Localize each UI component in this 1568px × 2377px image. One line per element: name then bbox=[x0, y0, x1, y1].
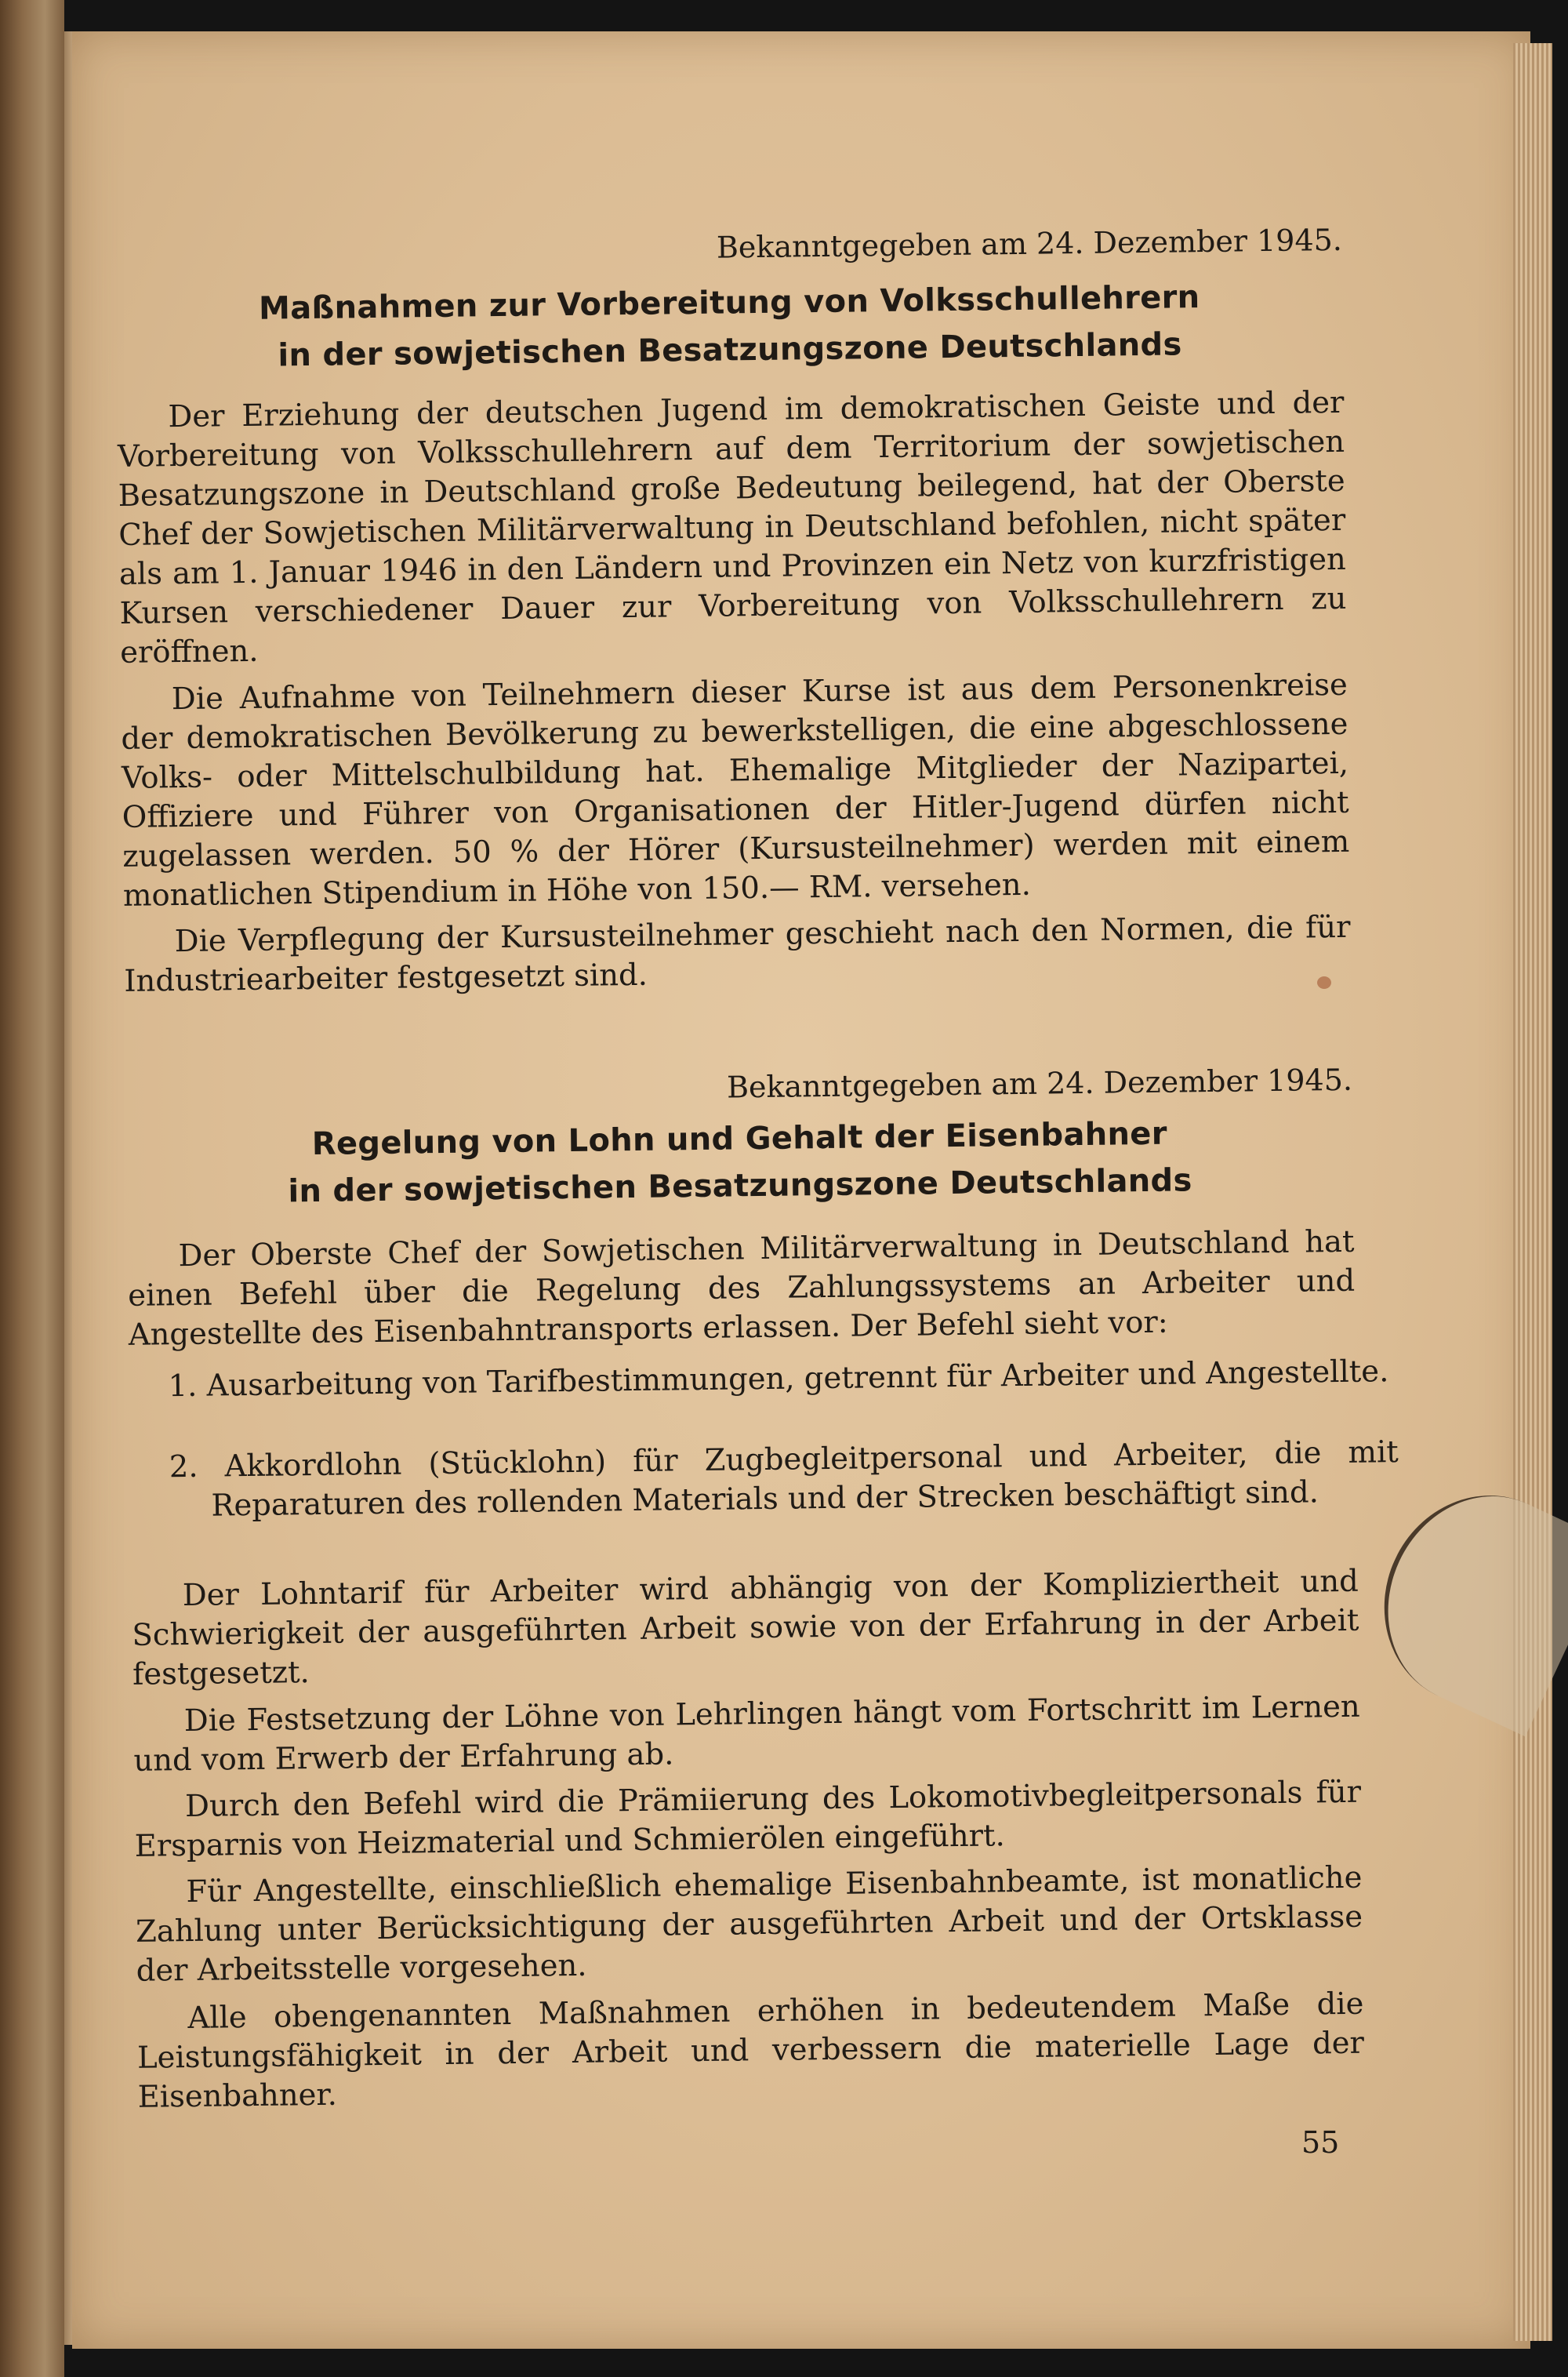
section-1-title-line-1: Maßnahmen zur Vorbereitung von Volksschullehrern bbox=[258, 279, 1200, 327]
section-2-paragraph-3: Durch den Befehl wird die Prämiierung des Lokomotivbegleitpersonals für Ersparnis von Heizmaterial und Schmierölen eingeführt. bbox=[134, 1774, 1362, 1864]
section-1-title bbox=[115, 272, 1343, 381]
section-1-title-line-2: in der sowjetischen Besatzungszone Deutschlands bbox=[278, 326, 1182, 374]
page-number: 55 bbox=[1301, 2125, 1340, 2160]
book-spine bbox=[0, 0, 64, 2377]
section-1-paragraph-3: Die Verpflegung der Kursusteilnehmer geschieht nach den Normen, die für Industriearbeiter festgesetzt sind. bbox=[124, 909, 1351, 999]
section-1-paragraph-2: Die Aufnahme von Teilnehmern dieser Kurse ist aus dem Personenkreise der demokratischen Bevölkerung zu bewerkstelligen, die eine abgeschlossene Volks- oder Mittelschulbildung hat. Ehemalige Mitglieder der Nazipartei, Offiziere und Führer von Organisationen der Hitler-Jugend dürfen nicht zugelassen werden. 50 % der Hörer (Kursusteilnehmer) werden mit einem monatlichen Stipendium in Höhe von 150.— RM. versehen. bbox=[121, 667, 1350, 914]
section-2-paragraph-4: Für Angestellte, einschließlich ehemalige Eisenbahnbeamte, ist monatliche Zahlung unter Berücksichtigung der ausgeführten Arbeit und der Ortsklasse der Arbeitsstelle vorgesehen. bbox=[135, 1859, 1363, 1989]
section-1-paragraph-1: Der Erziehung der deutschen Jugend im demokratischen Geiste und der Vorbereitung von Volksschullehrern auf dem Territorium der sowjetischen Besatzungszone in Deutschland große Bedeutung beilegend, hat der Oberste Chef der Sowjetischen Militärverwaltung in Deutschland befohlen, nicht später als am 1. Januar 1946 in den Ländern und Provinzen ein Netz von kurzfristigen Kursen verschiedener Dauer zur Vorbereitung von Volksschullehrern zu eröffnen. bbox=[117, 384, 1347, 671]
section-2-title-line-2: in der sowjetischen Besatzungszone Deutschlands bbox=[288, 1162, 1192, 1210]
page-edges bbox=[1513, 43, 1552, 2341]
section-2-title-line-1: Regelung von Lohn und Gehalt der Eisenbahner bbox=[311, 1115, 1167, 1162]
section-2-paragraph-2: Die Festsetzung der Löhne von Lehrlingen hängt vom Fortschritt im Lernen und vom Erwerb der Erfahrung ab. bbox=[133, 1688, 1360, 1779]
section-2-paragraph-5: Alle obengenannten Maßnahmen erhöhen in bedeutendem Maße die Leistungsfähigkeit in der Arbeit und verbessern die materielle Lage der Eisenbahner. bbox=[136, 1986, 1365, 2115]
section-2-item-1: 1. Ausarbeitung von Tarifbestimmungen, getrennt für Arbeiter und Angestellte. bbox=[168, 1354, 1389, 1405]
section-2-item-2: 2. Akkordlohn (Stücklohn) für Zugbegleitpersonal und Arbeiter, die mit Reparaturen des rollenden Materials und der Strecken beschäftigt sind. bbox=[169, 1434, 1399, 1524]
section-2-paragraph-1: Der Lohntarif für Arbeiter wird abhängig von der Kompliziertheit und Schwierigkeit der ausgeführten Arbeit sowie von der Erfahrung in der Arbeit festgesetzt. bbox=[132, 1563, 1359, 1692]
section-2-title bbox=[125, 1108, 1353, 1217]
section-2-intro: Der Oberste Chef der Sowjetischen Militärverwaltung in Deutschland hat einen Befehl über die Regelung des Zahlungssystems an Arbeiter und Angestellte des Eisenbahntransports erlassen. Der Befehl sieht vor: bbox=[127, 1223, 1356, 1353]
section-2-date: Bekanntgegeben am 24. Dezember 1945. bbox=[726, 1062, 1353, 1105]
section-1-date: Bekanntgegeben am 24. Dezember 1945. bbox=[716, 222, 1343, 265]
